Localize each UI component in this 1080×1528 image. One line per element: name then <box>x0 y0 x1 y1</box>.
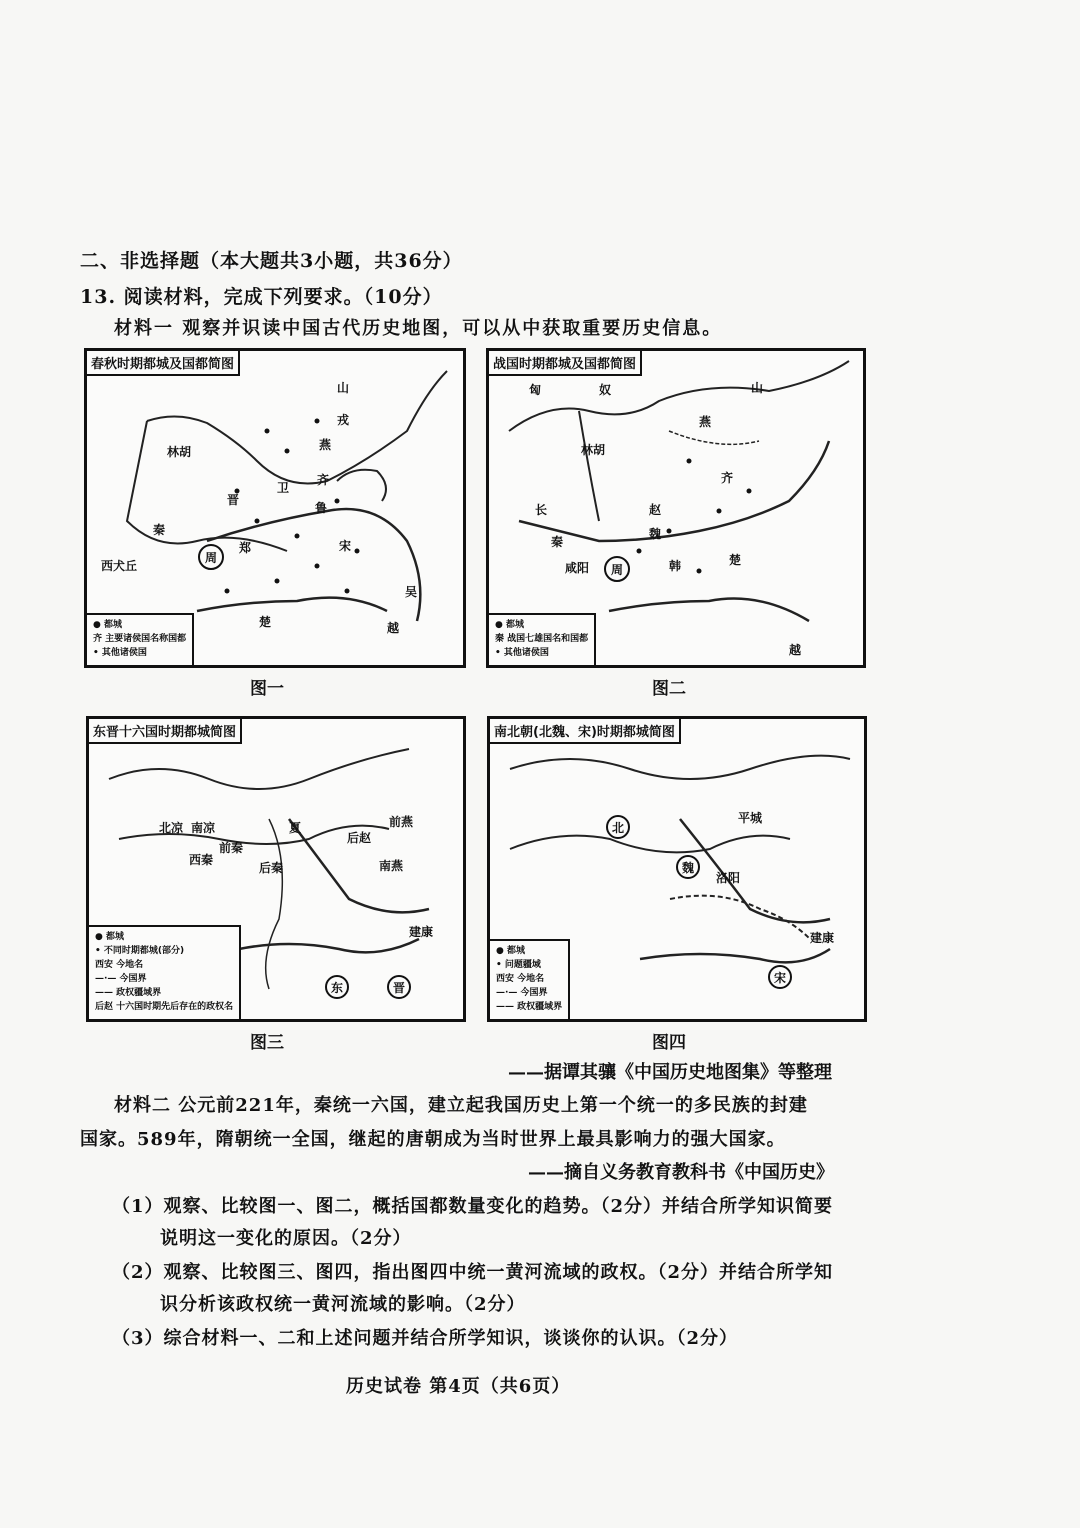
map-spring-autumn <box>84 348 466 668</box>
map-1-label: 秦 <box>153 523 166 537</box>
map-2-label: 楚 <box>729 553 742 567</box>
material-one-intro: 材料一 观察并识读中国古代历史地图，可以从中获取重要历史信息。 <box>114 318 723 339</box>
map-3-label: 西秦 <box>189 853 214 867</box>
map-1-label: 齐 <box>317 473 330 487</box>
map-2-label: 山 <box>751 381 764 395</box>
legend-row: • 其他诸侯国 <box>93 648 147 659</box>
map-2-caption: 图二 <box>652 679 686 699</box>
map-1-label: 西犬丘 <box>101 559 138 573</box>
material-two-line-1: 材料二 公元前221年，秦统一六国，建立起我国历史上第一个统一的多民族的封建 <box>114 1095 808 1116</box>
map-1-label: 郑 <box>239 541 252 555</box>
map-3-title: 东晋十六国时期都城简图 <box>89 719 242 744</box>
map-3-label: 建康 <box>409 925 434 939</box>
map-2-label: 韩 <box>669 559 682 573</box>
map-1-label: 戎 <box>337 413 350 427</box>
legend-row: • 其他诸侯国 <box>495 648 549 659</box>
map-1-legend <box>87 613 194 665</box>
map-3-label: 东 <box>331 981 344 995</box>
map-1-label: 晋 <box>227 493 240 507</box>
legend-row: • 不同时期都城(部分) <box>95 946 185 957</box>
map-4-legend <box>490 939 570 1019</box>
legend-row: 后赵 十六国时期先后存在的政权名 <box>95 1002 234 1013</box>
section-title: 二、非选择题（本大题共3小题，共36分） <box>80 250 463 272</box>
map-1-label: 楚 <box>259 615 272 629</box>
map-1-label: 林胡 <box>167 445 192 459</box>
map-3-label: 前燕 <box>389 815 414 829</box>
map-4-label: 北 <box>612 821 625 835</box>
map-1-label: 燕 <box>319 438 332 452</box>
map-1-label: 卫 <box>277 481 290 495</box>
map-4-label: 洛阳 <box>716 871 741 885</box>
legend-row: ● 都城 <box>95 932 124 943</box>
legend-row: 秦 战国七雄国名和国都 <box>495 634 589 645</box>
map-2-label: 林胡 <box>581 443 606 457</box>
map-1-label: 越 <box>387 621 400 635</box>
map-4-title: 南北朝(北魏、宋)时期都城简图 <box>490 719 681 744</box>
map-3-label: 晋 <box>393 981 406 995</box>
map-2-label: 赵 <box>649 503 662 517</box>
map-2-legend <box>489 613 596 665</box>
map-4-label: 魏 <box>682 861 695 875</box>
map-3-label: 南燕 <box>379 859 404 873</box>
map-3-label: 后秦 <box>259 861 284 875</box>
map-3-label: 南凉 <box>191 821 216 835</box>
map-4-label: 宋 <box>774 971 787 985</box>
question-title: 13. 阅读材料，完成下列要求。（10分） <box>80 286 443 308</box>
legend-row: • 问题疆域 <box>496 960 541 971</box>
map-3-legend <box>89 925 241 1019</box>
map-3-label: 后赵 <box>347 831 372 845</box>
map-3-caption: 图三 <box>250 1033 284 1053</box>
legend-row: ● 都城 <box>496 946 525 957</box>
map-eastern-jin <box>86 716 466 1022</box>
map-4-label: 建康 <box>810 931 835 945</box>
map-2-label: 匈 <box>529 383 542 397</box>
map-northern-southern <box>487 716 867 1022</box>
map-2-label: 燕 <box>699 415 712 429</box>
page-footer: 历史试卷 第4页（共6页） <box>346 1376 571 1397</box>
map-1-label: 鲁 <box>315 501 328 515</box>
map-1-label: 山 <box>337 381 350 395</box>
map-2-label: 咸阳 <box>565 561 590 575</box>
material-two-line-2: 国家。589年，隋朝统一全国，继起的唐朝成为当时世界上最具影响力的强大国家。 <box>80 1129 786 1150</box>
sub-question-1-line-2: 说明这一变化的原因。（2分） <box>160 1228 412 1249</box>
legend-row: —·— 今国界 <box>496 988 548 999</box>
map-4-label: 平城 <box>738 811 763 825</box>
map-3-label: 前秦 <box>219 841 244 855</box>
sub-question-3: （3）综合材料一、二和上述问题并结合所学知识，谈谈你的认识。（2分） <box>112 1328 739 1349</box>
map-2-label: 越 <box>789 643 802 657</box>
map-warring-states <box>486 348 866 668</box>
map-2-label: 奴 <box>599 383 612 397</box>
map-1-label: 宋 <box>339 539 352 553</box>
map-1-title: 春秋时期都城及国都简图 <box>87 351 240 376</box>
map-2-label: 魏 <box>649 527 662 541</box>
map-2-title: 战国时期都城及国都简图 <box>489 351 642 376</box>
legend-row: —·— 今国界 <box>95 974 147 985</box>
sub-question-1-line-1: （1）观察、比较图一、图二，概括国都数量变化的趋势。（2分）并结合所学知识简要 <box>112 1196 834 1217</box>
map-3-label: 夏 <box>289 821 302 835</box>
legend-row: ● 都城 <box>93 620 122 631</box>
map-3-label: 北凉 <box>159 821 184 835</box>
map-2-label: 周 <box>611 563 624 577</box>
legend-row: 西安 今地名 <box>95 960 144 971</box>
legend-row: ● 都城 <box>495 620 524 631</box>
map-1-label: 吴 <box>405 585 418 599</box>
map-1-caption: 图一 <box>250 679 284 699</box>
map-2-label: 长 <box>535 503 548 517</box>
map-1-label: 周 <box>205 551 218 565</box>
sub-question-2-line-1: （2）观察、比较图三、图四，指出图四中统一黄河流域的政权。（2分）并结合所学知 <box>112 1262 834 1283</box>
map-2-label: 秦 <box>551 535 564 549</box>
legend-row: 齐 主要诸侯国名称国都 <box>93 634 187 645</box>
sub-question-2-line-2: 识分析该政权统一黄河流域的影响。（2分） <box>160 1294 526 1315</box>
map-2-label: 齐 <box>721 471 734 485</box>
map-4-caption: 图四 <box>652 1033 686 1053</box>
source-citation-2: ——摘自义务教育教科书《中国历史》 <box>528 1162 834 1183</box>
legend-row: —— 政权疆域界 <box>95 988 162 999</box>
legend-row: 西安 今地名 <box>496 974 545 985</box>
legend-row: —— 政权疆域界 <box>496 1002 563 1013</box>
source-citation-1: ——据谭其骧《中国历史地图集》等整理 <box>508 1062 832 1083</box>
